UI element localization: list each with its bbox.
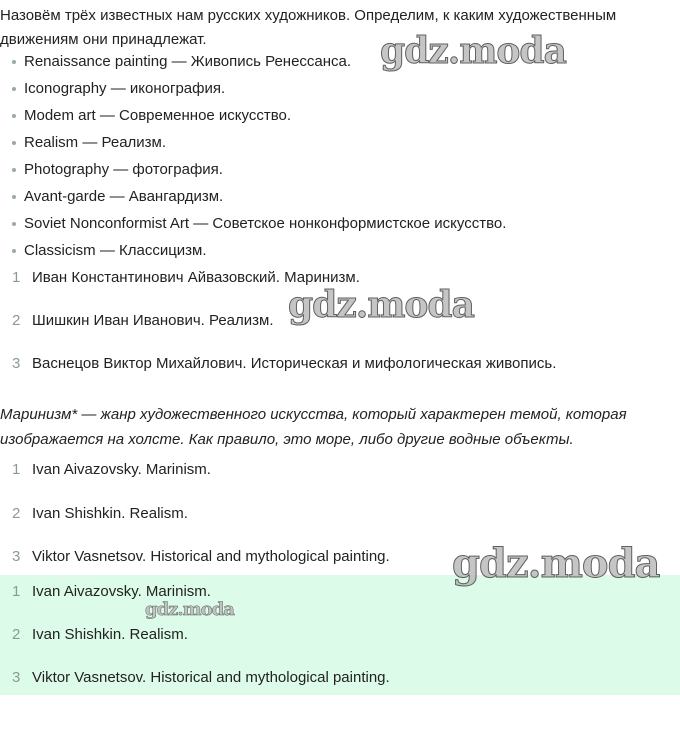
list-item-text: Soviet Nonconformist Art — Советское нонконформистское искусство. xyxy=(24,215,507,232)
item-number: 2 xyxy=(12,626,21,643)
item-text: Шишкин Иван Иванович. Реализм. xyxy=(32,312,274,329)
list-item xyxy=(12,133,166,153)
list-item xyxy=(12,241,207,261)
bullet-icon xyxy=(12,87,16,91)
watermark-logo: gdz.moda xyxy=(145,599,234,620)
item-number: 3 xyxy=(12,548,21,565)
item-number: 3 xyxy=(12,669,21,686)
note-line: Маринизм* — жанр художественного искусства, который характерен темой, которая xyxy=(0,406,627,423)
list-item xyxy=(12,79,225,99)
list-item-text: Renaissance painting — Живопись Ренессанса. xyxy=(24,53,352,70)
numbered-item xyxy=(12,354,556,374)
item-text: Ivan Aivazovsky. Marinism. xyxy=(32,461,211,478)
item-number: 3 xyxy=(12,355,21,372)
intro-line: Назовём трёх известных нам русских художников. Определим, к каким художественным xyxy=(0,7,617,24)
bullet-icon xyxy=(12,114,16,118)
item-text: Ivan Shishkin. Realism. xyxy=(32,626,188,643)
numbered-item xyxy=(12,460,211,480)
item-number: 1 xyxy=(12,583,21,600)
item-number: 1 xyxy=(12,461,21,478)
list-item-text: Classicism — Классицизм. xyxy=(24,242,207,259)
item-text: Ivan Aivazovsky. Marinism. xyxy=(32,583,211,600)
item-text: Viktor Vasnetsov. Historical and mythological painting. xyxy=(32,669,390,686)
item-text: Иван Константинович Айвазовский. Маринизм. xyxy=(32,269,360,286)
list-item-text: Photography — фотография. xyxy=(24,161,223,178)
list-item xyxy=(12,187,223,207)
note-line: изображается на холсте. Как правило, это море, либо другие водные объекты. xyxy=(0,431,574,448)
list-item xyxy=(12,106,291,126)
numbered-item xyxy=(12,311,274,331)
item-text: Васнецов Виктор Михайлович. Историческая и мифологическая живопись. xyxy=(32,355,557,372)
list-item-text: Avant-garde — Авангардизм. xyxy=(24,188,224,205)
watermark-logo: gdz.moda xyxy=(288,284,474,326)
bullet-icon xyxy=(12,141,16,145)
list-item xyxy=(12,214,506,234)
numbered-item xyxy=(12,668,390,688)
item-number: 2 xyxy=(12,505,21,522)
bullet-icon xyxy=(12,222,16,226)
list-item-text: Modem art — Современное искусство. xyxy=(24,107,292,124)
list-item xyxy=(12,160,223,180)
bullet-icon xyxy=(12,249,16,253)
watermark-logo: gdz.moda xyxy=(452,540,660,587)
item-number: 1 xyxy=(12,269,21,286)
item-text: Viktor Vasnetsov. Historical and mythological painting. xyxy=(32,548,390,565)
bullet-icon xyxy=(12,168,16,172)
item-number: 2 xyxy=(12,312,21,329)
list-item xyxy=(12,52,351,72)
bullet-icon xyxy=(12,195,16,199)
list-item-text: Realism — Реализм. xyxy=(24,134,167,151)
numbered-item xyxy=(12,504,188,524)
item-text: Ivan Shishkin. Realism. xyxy=(32,505,188,522)
list-item-text: Iconography — иконография. xyxy=(24,80,226,97)
bullet-icon xyxy=(12,60,16,64)
watermark-logo: gdz.moda xyxy=(380,30,566,72)
numbered-item xyxy=(12,625,188,645)
numbered-item xyxy=(12,547,390,567)
intro-line: движениям они принадлежат. xyxy=(0,31,207,48)
